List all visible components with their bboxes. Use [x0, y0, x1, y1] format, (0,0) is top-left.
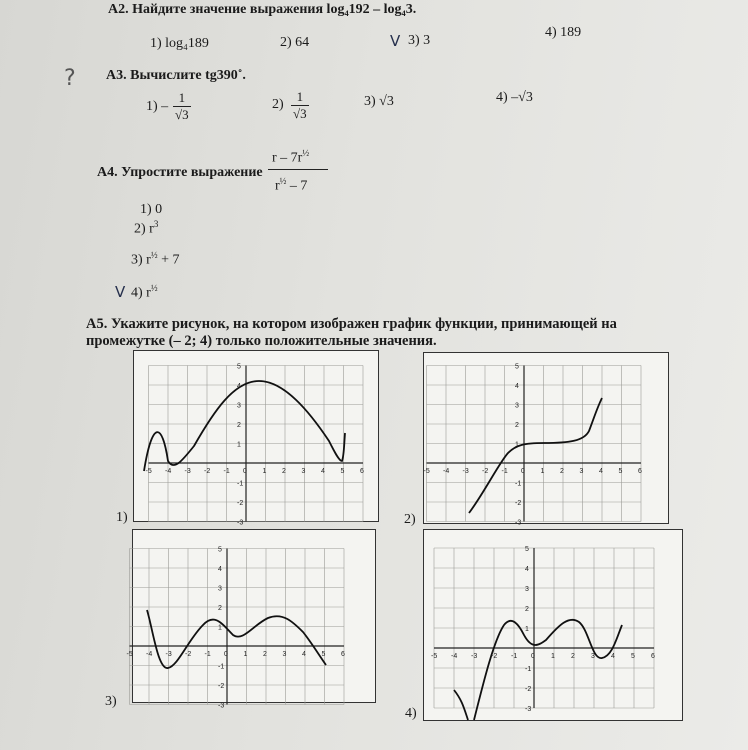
- graph-1-frame[interactable]: [133, 350, 379, 527]
- x-tick-label: 4: [321, 468, 325, 475]
- x-tick-label: -4: [165, 468, 172, 475]
- x-tick-label: 5: [321, 651, 326, 658]
- y-tick-label: 1: [218, 624, 222, 632]
- graph-2: [423, 353, 668, 527]
- x-tick-label: -3: [165, 651, 172, 658]
- a2-checkmark: V: [390, 32, 401, 50]
- x-tick-label: 3: [282, 651, 287, 658]
- x-tick-label: -5: [431, 653, 438, 660]
- x-tick-label: 0: [224, 651, 228, 658]
- y-tick-label: 4: [218, 566, 222, 573]
- a3-option-1-fraction: [173, 90, 191, 123]
- x-tick-label: -2: [491, 653, 498, 660]
- y-tick-label: 5: [218, 546, 222, 554]
- x-tick-label: -1: [204, 651, 211, 658]
- x-tick-label: 6: [651, 653, 655, 660]
- a4-option-2[interactable]: 2) $r^3$: [134, 219, 159, 237]
- a5-question-line1: А5. Укажите рисунок, на котором изображен график функции, принимающей на: [86, 316, 617, 332]
- y-tick-label: -2: [515, 500, 522, 507]
- a4-question: А4. Упростите выражение: [97, 165, 263, 180]
- graph-3-label: 3): [105, 694, 117, 709]
- x-tick-label: 0: [521, 468, 525, 475]
- y-tick-label: -1: [525, 666, 532, 673]
- x-tick-label: -4: [451, 653, 458, 660]
- y-tick-label: -2: [218, 683, 225, 690]
- y-tick-label: -3: [525, 706, 532, 713]
- a4-option-4[interactable]: 4) $r^{\frac{1}{2}}$: [131, 283, 158, 301]
- x-tick-label: -5: [423, 468, 430, 475]
- x-tick-label: -2: [204, 468, 211, 475]
- x-tick-label: 0: [531, 653, 535, 660]
- x-tick-label: -3: [462, 468, 469, 475]
- y-tick-label: 1: [515, 441, 519, 449]
- x-tick-label: 5: [340, 468, 345, 475]
- graph-4-curve: [454, 620, 622, 720]
- y-tick-label: 2: [525, 606, 529, 613]
- x-tick-label: 1: [243, 651, 248, 658]
- x-tick-label: 1: [540, 468, 545, 475]
- y-tick-label: -1: [515, 480, 522, 488]
- a4-option-1[interactable]: 1) 0: [140, 202, 163, 217]
- y-tick-label: -3: [515, 519, 522, 527]
- y-tick-label: 3: [515, 402, 519, 410]
- y-tick-label: 2: [515, 422, 519, 429]
- x-tick-label: 2: [263, 651, 267, 658]
- y-tick-label: 1: [525, 626, 529, 633]
- y-tick-label: 2: [218, 605, 222, 612]
- a2-option-3[interactable]: 3) 3: [408, 33, 431, 48]
- x-tick-label: 0: [243, 468, 247, 475]
- x-tick-label: 2: [282, 468, 286, 475]
- y-tick-label: 4: [525, 566, 529, 573]
- x-tick-label: 6: [341, 651, 345, 658]
- x-tick-label: -4: [443, 468, 450, 475]
- a4-expr-denominator: $r^{\frac{1}{2}} - 7$: [275, 176, 308, 194]
- a3-option-2-prefix: 2): [272, 97, 284, 112]
- y-tick-label: -1: [237, 480, 244, 488]
- graph-4: [424, 530, 682, 720]
- x-tick-label: 4: [599, 468, 603, 475]
- x-tick-label: -1: [501, 468, 508, 475]
- y-tick-label: -3: [218, 702, 225, 710]
- a3-option-2-den: √3: [293, 106, 307, 121]
- x-tick-label: 1: [551, 653, 555, 660]
- a2-option-2[interactable]: 2) 64: [280, 35, 310, 50]
- x-tick-label: 5: [631, 653, 635, 660]
- y-tick-label: 5: [525, 546, 529, 553]
- y-tick-label: -3: [237, 519, 244, 527]
- y-tick-label: 3: [237, 402, 241, 410]
- a3-option-2-fraction: [291, 89, 309, 122]
- graph-2-label: 2): [404, 512, 416, 527]
- x-tick-label: -2: [185, 651, 192, 658]
- graph-1-label: 1): [116, 510, 128, 525]
- a3-question: А3. Вычислите tg390˚.: [106, 68, 246, 83]
- x-tick-label: -3: [471, 653, 478, 660]
- a3-option-3[interactable]: 3) √3: [364, 94, 394, 109]
- y-tick-label: -1: [218, 663, 225, 671]
- x-tick-label: -2: [482, 468, 489, 475]
- a4-fraction-bar: [268, 169, 328, 170]
- a3-option-1-den: √3: [175, 107, 189, 122]
- x-tick-label: 5: [618, 468, 623, 475]
- x-tick-label: 2: [571, 653, 575, 660]
- graph-4-label: 4): [405, 706, 417, 721]
- a5-question-line2: промежутке (– 2; 4) только положительные значения.: [86, 333, 437, 349]
- x-tick-label: 6: [360, 468, 364, 475]
- graph-2-curve: [469, 398, 602, 513]
- graph-3-curve: [147, 610, 326, 668]
- y-tick-label: -2: [237, 500, 244, 507]
- x-tick-label: 4: [302, 651, 306, 658]
- x-tick-label: -1: [511, 653, 518, 660]
- a2-option-4[interactable]: 4) 189: [545, 25, 582, 40]
- graph-2-frame[interactable]: [423, 352, 669, 527]
- x-tick-label: 3: [579, 468, 584, 475]
- x-tick-label: -3: [184, 468, 191, 475]
- y-tick-label: 4: [237, 383, 241, 390]
- graph-4-frame[interactable]: [423, 529, 683, 721]
- y-tick-label: 3: [218, 585, 222, 593]
- a3-option-2-num: 1: [291, 89, 309, 106]
- y-tick-label: 5: [237, 363, 241, 371]
- x-tick-label: -4: [146, 651, 153, 658]
- y-tick-label: 5: [515, 363, 519, 371]
- x-tick-label: 3: [301, 468, 306, 475]
- y-tick-label: 3: [525, 586, 529, 593]
- x-tick-label: -5: [145, 468, 152, 475]
- y-tick-label: 4: [515, 383, 519, 390]
- y-tick-label: -2: [525, 686, 532, 693]
- graph-3-frame[interactable]: [126, 529, 376, 710]
- a3-option-1-prefix: 1) –: [146, 99, 169, 114]
- x-tick-label: -5: [126, 651, 133, 658]
- graph-1: [134, 351, 378, 527]
- a3-margin-mark: ?: [64, 66, 76, 91]
- a4-checkmark: V: [115, 283, 126, 301]
- x-tick-label: 4: [611, 653, 615, 660]
- x-tick-label: -1: [223, 468, 230, 475]
- x-tick-label: 6: [638, 468, 642, 475]
- graph-3: [126, 530, 375, 710]
- a4-option-3[interactable]: 3) $r^{\frac{1}{2}} + 7$: [131, 250, 180, 268]
- a3-option-4[interactable]: 4) –√3: [496, 90, 533, 105]
- a2-question: А2. Найдите значение выражения log₄192 – log₄3.: [108, 2, 417, 17]
- graph-1-curve: [144, 381, 345, 471]
- y-tick-label: 1: [237, 441, 241, 449]
- x-tick-label: 2: [560, 468, 564, 475]
- y-tick-label: 2: [237, 422, 241, 429]
- a3-option-1-num: 1: [173, 90, 191, 107]
- x-tick-label: 1: [262, 468, 267, 475]
- a2-option-1[interactable]: 1) log₄189: [150, 36, 209, 51]
- x-tick-label: 3: [591, 653, 595, 660]
- a4-expr-numerator: r – $7r^{\frac{1}{2}}$: [272, 148, 310, 166]
